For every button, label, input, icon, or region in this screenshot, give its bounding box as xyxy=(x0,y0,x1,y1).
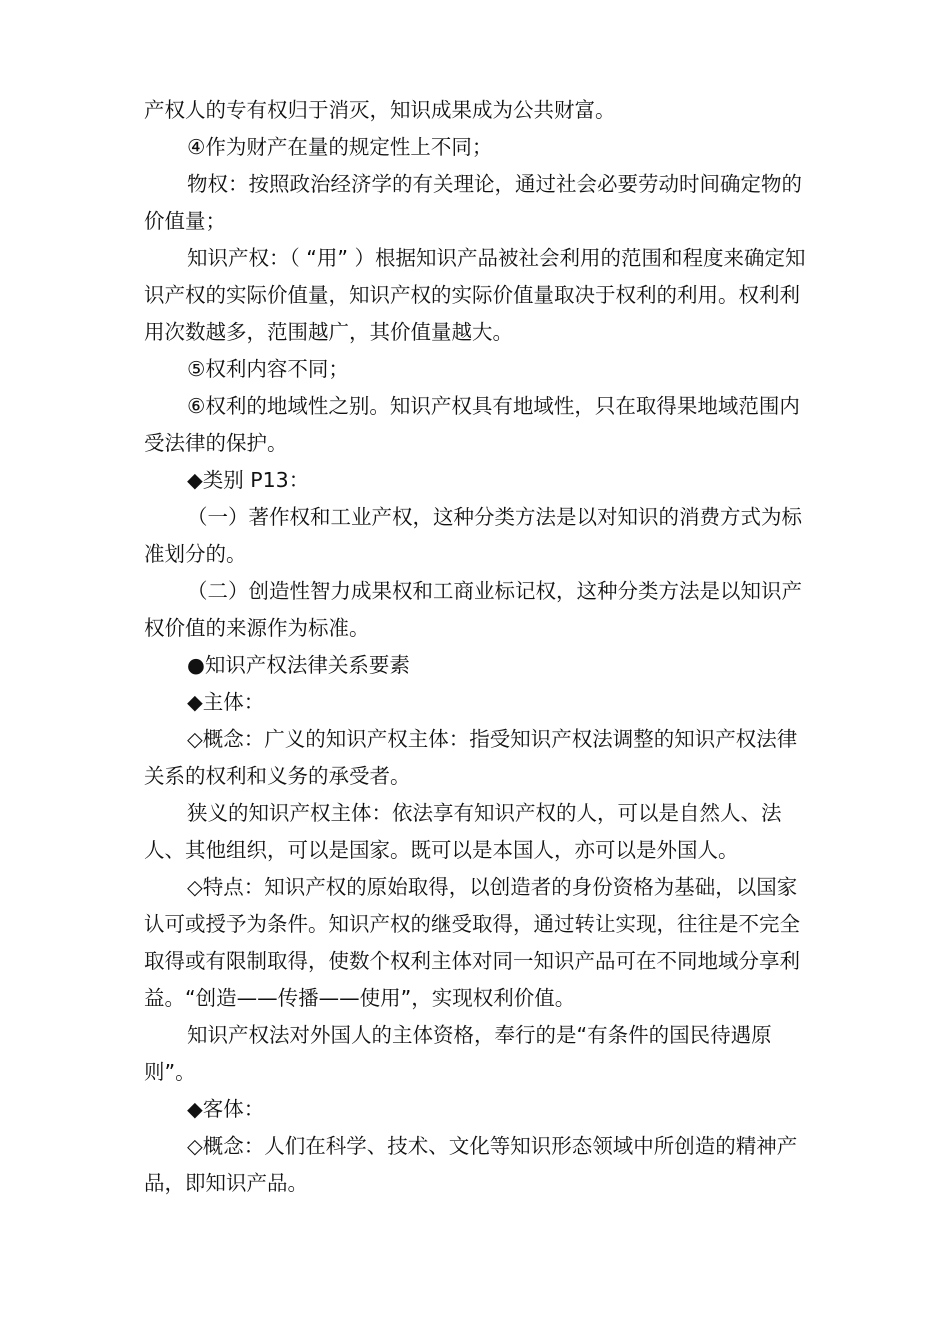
section-heading: ◆主体： xyxy=(187,690,265,714)
paragraph: ◇概念：人们在科学、技术、文化等知识形态领域中所创造的精神产品，即知识产品。 xyxy=(144,1134,798,1195)
paragraph: 知识产权法对外国人的主体资格，奉行的是“有条件的国民待遇原则”。 xyxy=(144,1023,772,1084)
paragraph: 狭义的知识产权主体：依法享有知识产权的人，可以是自然人、法人、其他组织，可以是国家。既可以是本国人，亦可以是外国人。 xyxy=(144,801,782,862)
section-heading: ◆客体： xyxy=(187,1097,265,1121)
section-heading: ●知识产权法律关系要素 xyxy=(187,653,410,677)
paragraph: （二）创造性智力成果权和工商业标记权，这种分类方法是以知识产权价值的来源作为标准。 xyxy=(144,579,802,640)
section-heading: ◆类别 P13： xyxy=(187,468,310,492)
paragraph: 知识产权：（ “用” ）根据知识产品被社会利用的范围和程度来确定知识产权的实际价值量，知识产权的实际价值量取决于权利的利用。权利利用次数越多，范围越广，其价值量越大。 xyxy=(144,246,806,344)
paragraph: 产权人的专有权归于消灭，知识成果成为公共财富。 xyxy=(144,98,616,122)
paragraph: ◇概念：广义的知识产权主体：指受知识产权法调整的知识产权法律关系的权利和义务的承受者。 xyxy=(144,727,798,788)
document-body xyxy=(144,92,810,1202)
paragraph: ④作为财产在量的规定性上不同； xyxy=(187,135,493,159)
paragraph: （一）著作权和工业产权，这种分类方法是以对知识的消费方式为标准划分的。 xyxy=(144,505,802,566)
paragraph: ◇特点：知识产权的原始取得，以创造者的身份资格为基础，以国家认可或授予为条件。知识产权的继受取得，通过转让实现，往往是不完全取得或有限制取得，使数个权利主体对同一知识产品可在不同地域分享利益。“创造——传播——使用”，实现权利价值。 xyxy=(144,875,800,1010)
paragraph: 物权：按照政治经济学的有关理论，通过社会必要劳动时间确定物的价值量； xyxy=(144,172,802,233)
paragraph: ⑤权利内容不同； xyxy=(187,357,349,381)
paragraph: ⑥权利的地域性之别。知识产权具有地域性，只在取得果地域范围内受法律的保护。 xyxy=(144,394,800,455)
